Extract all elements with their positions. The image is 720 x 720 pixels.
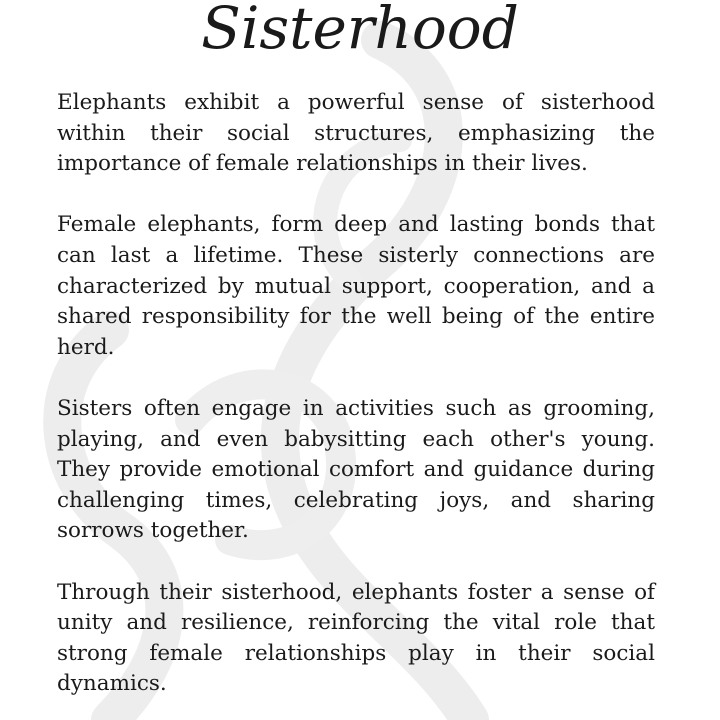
paragraph-2: Female elephants, form deep and lasting bonds that can last a lifetime. These sisterly connections are characterized by mutual support, cooperation, and a shared responsibility for the well being of the entire herd.: [57, 212, 655, 360]
paragraph-1: Elephants exhibit a powerful sense of sisterhood within their social structures, emphasizing the importance of female relationships in their lives.: [57, 90, 655, 177]
title-script: [200, 0, 520, 70]
body-text: [57, 88, 655, 720]
page-title: [0, 0, 720, 70]
title-text: Sisterhood: [201, 0, 519, 62]
paragraph-3: Sisters often engage in activities such as grooming, playing, and even babysitting each other's young. They provide emotional comfort and guidance during challenging times, celebrating joys, and sharing sorrows together.: [57, 395, 655, 544]
paragraph-4: Through their sisterhood, elephants foster a sense of unity and resilience, reinforcing the vital role that strong female relationships play in their social dynamics.: [57, 579, 655, 697]
